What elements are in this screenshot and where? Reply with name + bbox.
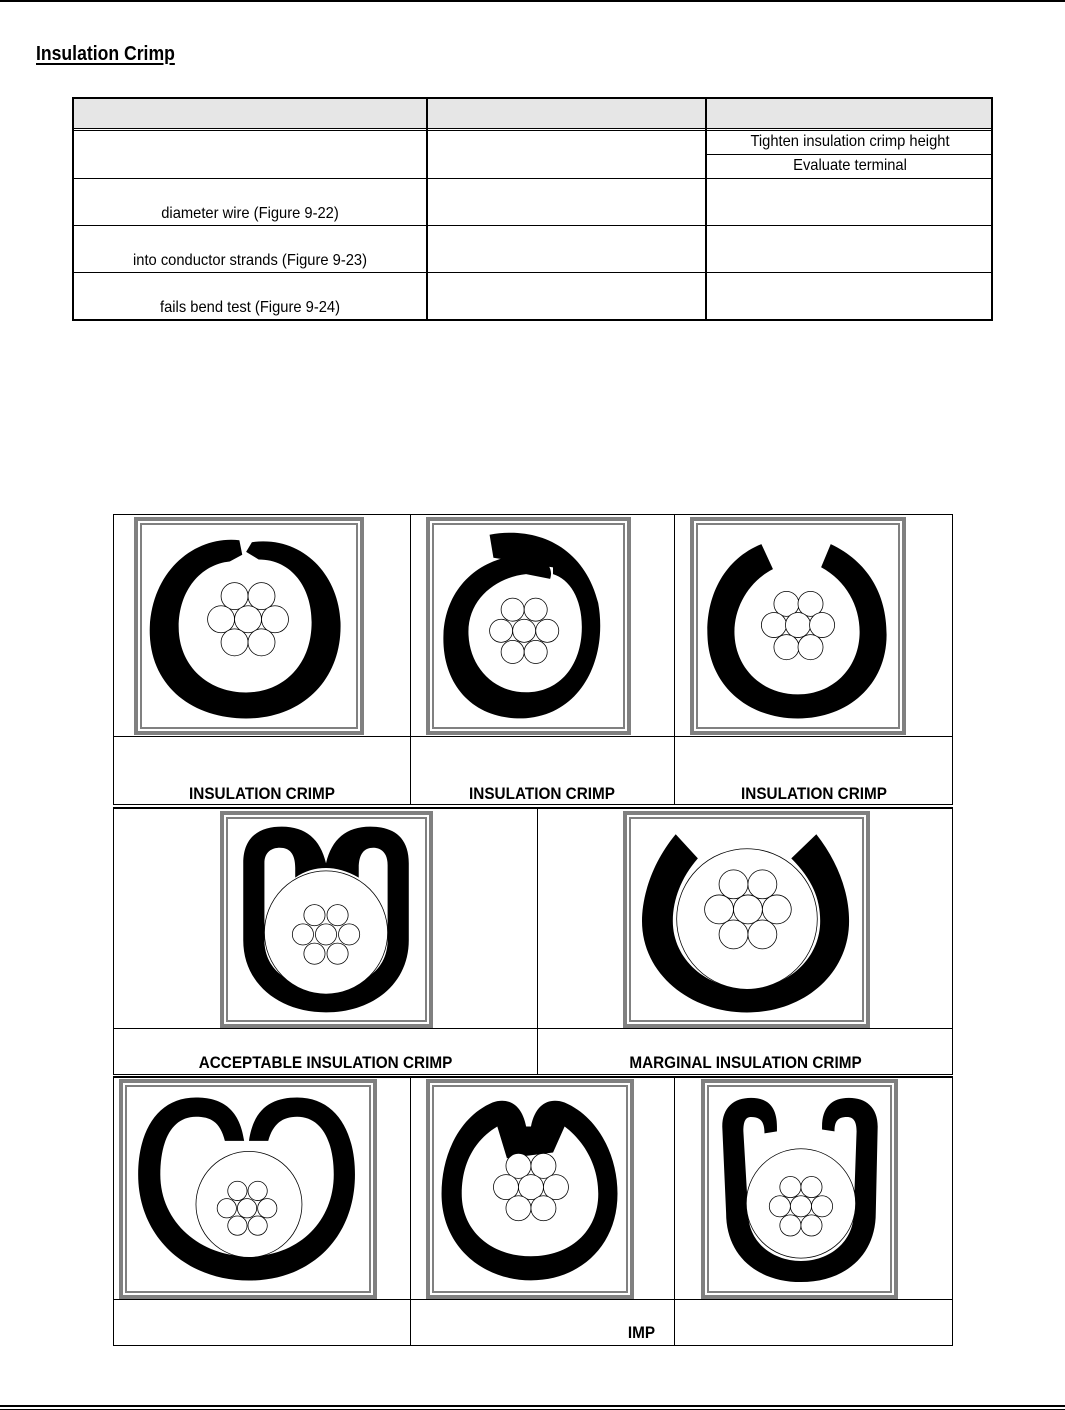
- crimp-diagram-spiral: [426, 517, 631, 735]
- crimp-diagram-piercing: [426, 1079, 634, 1299]
- crimp-cross-section-icon: [123, 1083, 373, 1295]
- crimp-cross-section-icon: [705, 1083, 894, 1295]
- figure-caption: INSULATION CRIMP: [741, 784, 887, 803]
- figure-row-3: [113, 1077, 953, 1346]
- crimp-cross-section-icon: [627, 815, 866, 1024]
- table-cell-action: Evaluate terminal: [793, 157, 907, 174]
- table-cell-problem: diameter wire (Figure 9-22): [161, 205, 339, 222]
- caption-divider: [114, 736, 952, 737]
- figure-divider: [410, 515, 411, 804]
- table-cell-problem: fails bend test (Figure 9-24): [159, 299, 341, 316]
- crimp-cross-section-icon: [430, 521, 627, 731]
- caption-divider: [114, 1299, 952, 1300]
- crimp-cross-section-icon: [224, 815, 429, 1024]
- figure-caption: MARGINAL INSULATION CRIMP: [629, 1053, 862, 1072]
- crimp-diagram-loose: [701, 1079, 898, 1299]
- crimp-cross-section-icon: [430, 1083, 630, 1295]
- figure-divider: [674, 515, 675, 804]
- crimp-diagram-acceptable: [220, 811, 433, 1028]
- table-cell-problem: into conductor strands (Figure 9-23): [133, 252, 367, 269]
- figure-divider: [674, 1078, 675, 1345]
- crimp-cross-section-icon: [138, 521, 360, 731]
- troubleshooting-table: [72, 97, 993, 321]
- crimp-cross-section-icon: [694, 521, 902, 731]
- table-header-row: [74, 99, 991, 129]
- figure-caption: IMP: [627, 1323, 656, 1342]
- crimp-diagram-marginal: [623, 811, 870, 1028]
- row-divider: [74, 178, 991, 179]
- row-divider: [74, 272, 991, 273]
- header-double-rule: [74, 130, 991, 131]
- column-divider: [705, 99, 707, 319]
- row-divider: [74, 225, 991, 226]
- figure-divider: [537, 809, 538, 1074]
- page-top-rule: [0, 0, 1065, 2]
- figure-caption: ACCEPTABLE INSULATION CRIMP: [198, 1053, 453, 1072]
- column-divider: [426, 99, 428, 319]
- figure-caption: INSULATION CRIMP: [469, 784, 615, 803]
- figure-row-2: [113, 808, 953, 1075]
- table-cell-action: Tighten insulation crimp height: [750, 133, 950, 150]
- crimp-diagram-oversized: [119, 1079, 377, 1299]
- crimp-diagram-closed: [134, 517, 364, 735]
- figure-divider: [410, 1078, 411, 1345]
- caption-divider: [114, 1028, 952, 1029]
- figure-caption: INSULATION CRIMP: [189, 784, 335, 803]
- figure-row-1: [113, 514, 953, 805]
- row-divider: [707, 154, 991, 155]
- section-title: Insulation Crimp: [36, 43, 175, 65]
- page-bottom-rule: [0, 1405, 1065, 1407]
- crimp-diagram-open: [690, 517, 906, 735]
